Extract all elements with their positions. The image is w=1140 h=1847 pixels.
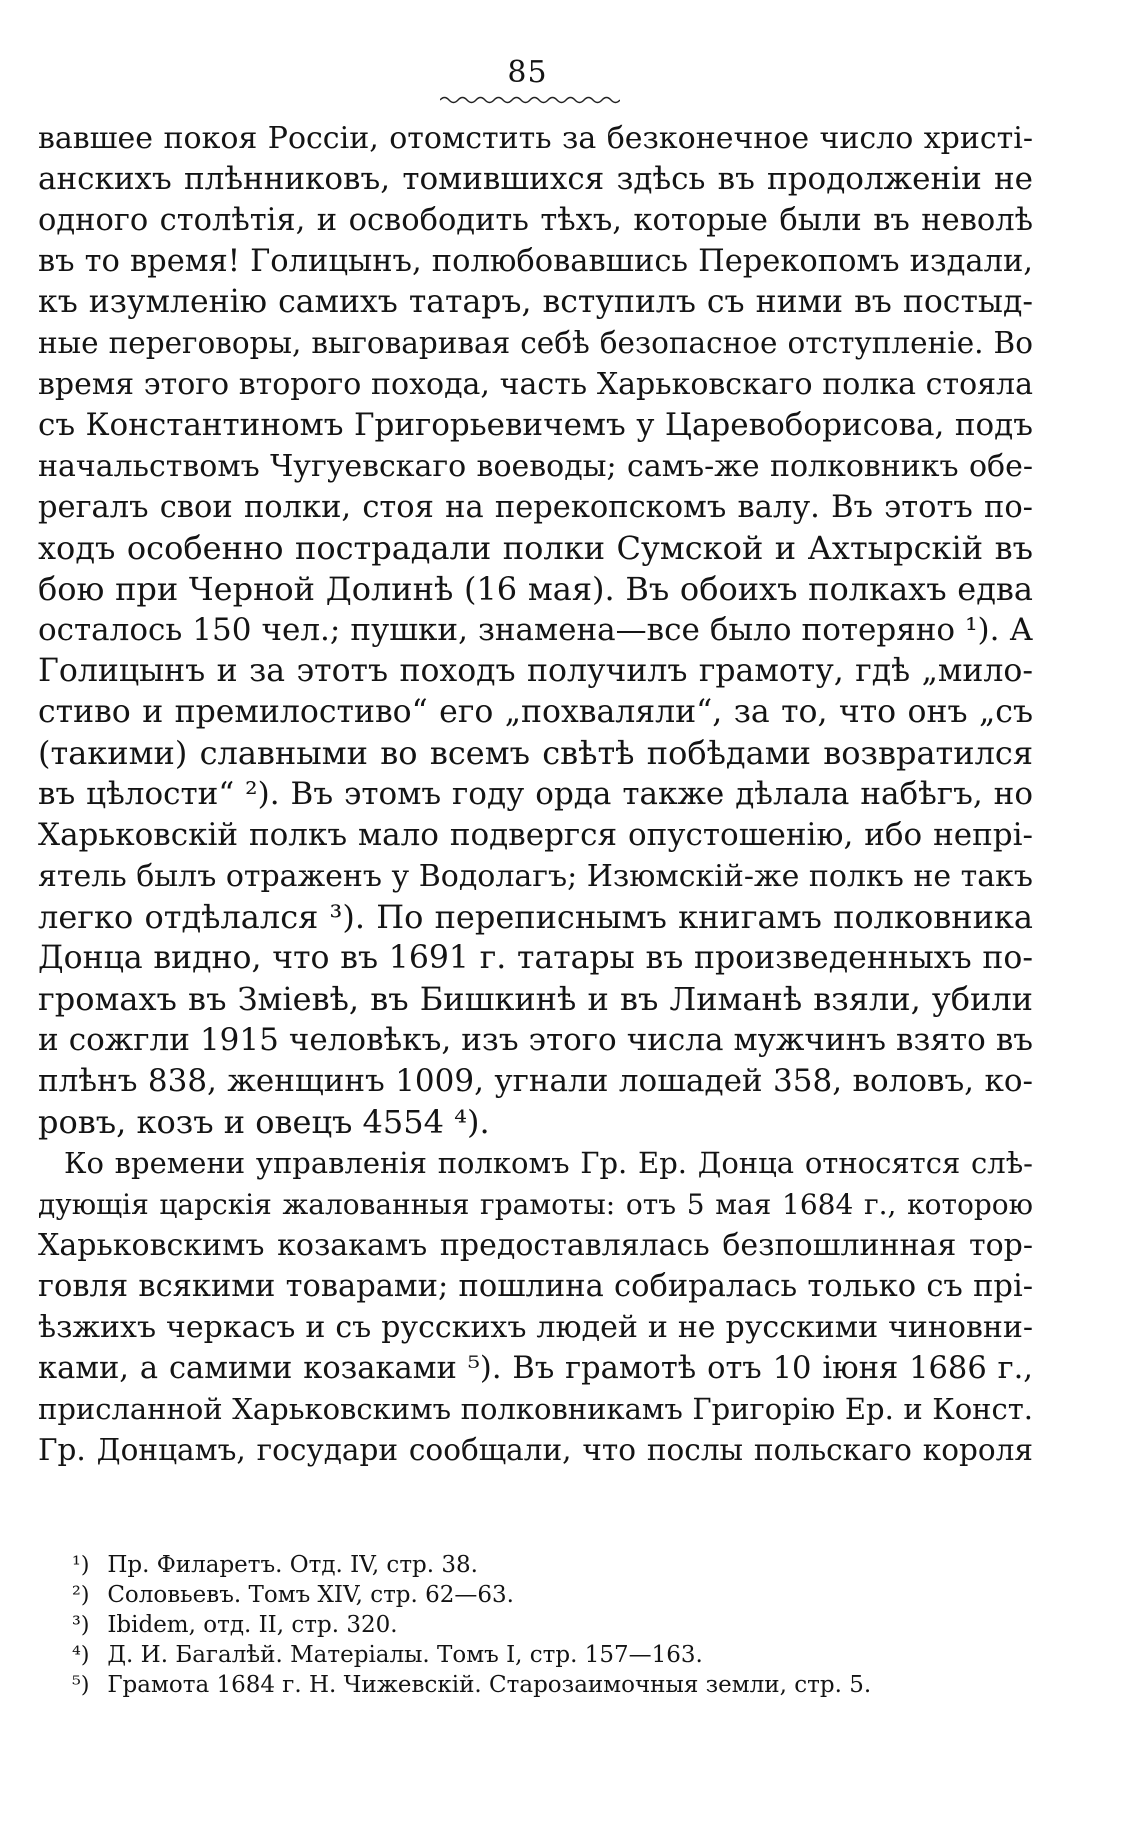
- text-line: плѣнъ 838, женщинъ 1009, угнали лошадей 358, воловъ, ко-: [38, 1063, 1033, 1099]
- text-line: начальствомъ Чугуевскаго воеводы; самъ-же полковникъ обе-: [38, 449, 1033, 484]
- footnote-mark: ¹): [72, 1553, 90, 1578]
- text-line: вавшее покоя Россіи, отомстить за безконечное число христі-: [38, 121, 1033, 156]
- text-line: ками, а самими козаками ⁵). Въ грамотѣ отъ 10 іюня 1686 г.,: [38, 1351, 1033, 1386]
- text-line: бою при Черной Долинѣ (16 мая). Въ обоихъ полкахъ едва: [38, 570, 1033, 608]
- text-line: Голицынъ и за этотъ походъ получилъ грамоту, гдѣ „мило-: [38, 653, 1033, 689]
- text-line: въ цѣлости“ ²). Въ этомъ году орда также дѣлала набѣгъ, но: [38, 776, 1033, 812]
- text-line: ровъ, козъ и овецъ 4554 ⁴).: [38, 1103, 490, 1141]
- text-line: дующія царскія жалованныя грамоты: отъ 5 мая 1684 г., которою: [38, 1188, 1033, 1221]
- text-line: говля всякими товарами; пошлина собиралась только съ прі-: [38, 1269, 1033, 1304]
- footnote: [72, 1670, 972, 1700]
- footnote-mark: ³): [72, 1613, 90, 1638]
- footnote-text: Пр. Филаретъ. Отд. IV, стр. 38.: [107, 1552, 478, 1578]
- footnote-text: Ibidem, отд. II, стр. 320.: [107, 1612, 398, 1638]
- text-line: присланной Харьковскимъ полковникамъ Григорію Ер. и Конст.: [38, 1392, 1033, 1426]
- text-line: Харьковскій полкъ мало подвергся опустошенію, ибо непрі-: [38, 817, 1033, 853]
- text-line: (такими) славными во всемъ свѣтѣ побѣдами возвратился: [38, 734, 1033, 772]
- text-line: въ то время! Голицынъ, полюбовавшись Перекопомъ издали,: [38, 244, 1033, 279]
- text-line: Донца видно, что въ 1691 г. татары въ произведенныхъ по-: [38, 940, 1033, 976]
- text-line: одного столѣтія, и освободить тѣхъ, которые были въ неволѣ: [38, 203, 1033, 238]
- text-line: ятель былъ отраженъ у Водолагъ; Изюмскій-же полкъ не такъ: [38, 859, 1033, 894]
- text-line: Гр. Донцамъ, государи сообщали, что послы польскаго короля: [38, 1433, 1033, 1467]
- footnote: [72, 1640, 972, 1670]
- text-line: и сожгли 1915 человѣкъ, изъ этого числа мужчинъ взято въ: [38, 1022, 1033, 1058]
- footnote-mark: ²): [72, 1583, 90, 1608]
- text-line: легко отдѣлался ³). По переписнымъ книгамъ полковника: [38, 898, 1033, 936]
- text-line: осталось 150 чел.; пушки, знамена—все было потеряно ¹). А: [38, 612, 1033, 648]
- main-text: [38, 118, 1033, 1471]
- page-number: 85: [507, 55, 548, 90]
- text-line: къ изумленію самихъ татаръ, вступилъ съ ними въ постыд-: [38, 284, 1033, 320]
- text-line: время этого второго похода, часть Харьковскаго полка стояла: [38, 367, 1033, 402]
- footnote: [72, 1610, 972, 1640]
- text-line: стиво и премилостиво“ его „похваляли“, за то, что онъ „съ: [38, 694, 1033, 730]
- text-line: регалъ свои полки, стоя на перекопскомъ валу. Въ этотъ по-: [38, 490, 1033, 525]
- footnotes: [72, 1550, 972, 1700]
- text-line: громахъ въ Зміевѣ, въ Бишкинѣ и въ Лиманѣ взяли, убили: [38, 980, 1033, 1018]
- footnote-text: Д. И. Багалѣй. Матеріалы. Томъ I, стр. 157—163.: [107, 1642, 703, 1668]
- footnote: [72, 1580, 972, 1610]
- footnote-mark: ⁴): [72, 1643, 90, 1668]
- text-line: анскихъ плѣнниковъ, томившихся здѣсь въ продолженіи не: [38, 161, 1033, 197]
- footnote-mark: ⁵): [72, 1673, 90, 1698]
- text-line: Ко времени управленія полкомъ Гр. Ер. Донца относятся слѣ-: [64, 1146, 1033, 1180]
- footnote-text: Грамота 1684 г. Н. Чижевскій. Старозаимочныя земли, стр. 5.: [107, 1672, 872, 1698]
- text-line: ходъ особенно пострадали полки Сумской и Ахтырскій въ: [38, 529, 1033, 567]
- footnote: [72, 1550, 972, 1580]
- page-number-ornament: [440, 95, 620, 105]
- text-line: ѣзжихъ черкасъ и съ русскихъ людей и не русскими чиновни-: [38, 1310, 1033, 1345]
- text-line: съ Константиномъ Григорьевичемъ у Царевоборисова, подъ: [38, 407, 1033, 443]
- text-line: ные переговоры, выговаривая себѣ безопасное отступленіе. Во: [38, 326, 1033, 360]
- text-line: Харьковскимъ козакамъ предоставлялась безпошлинная тор-: [38, 1228, 1033, 1263]
- footnote-text: Соловьевъ. Томъ XIV, стр. 62—63.: [107, 1582, 514, 1608]
